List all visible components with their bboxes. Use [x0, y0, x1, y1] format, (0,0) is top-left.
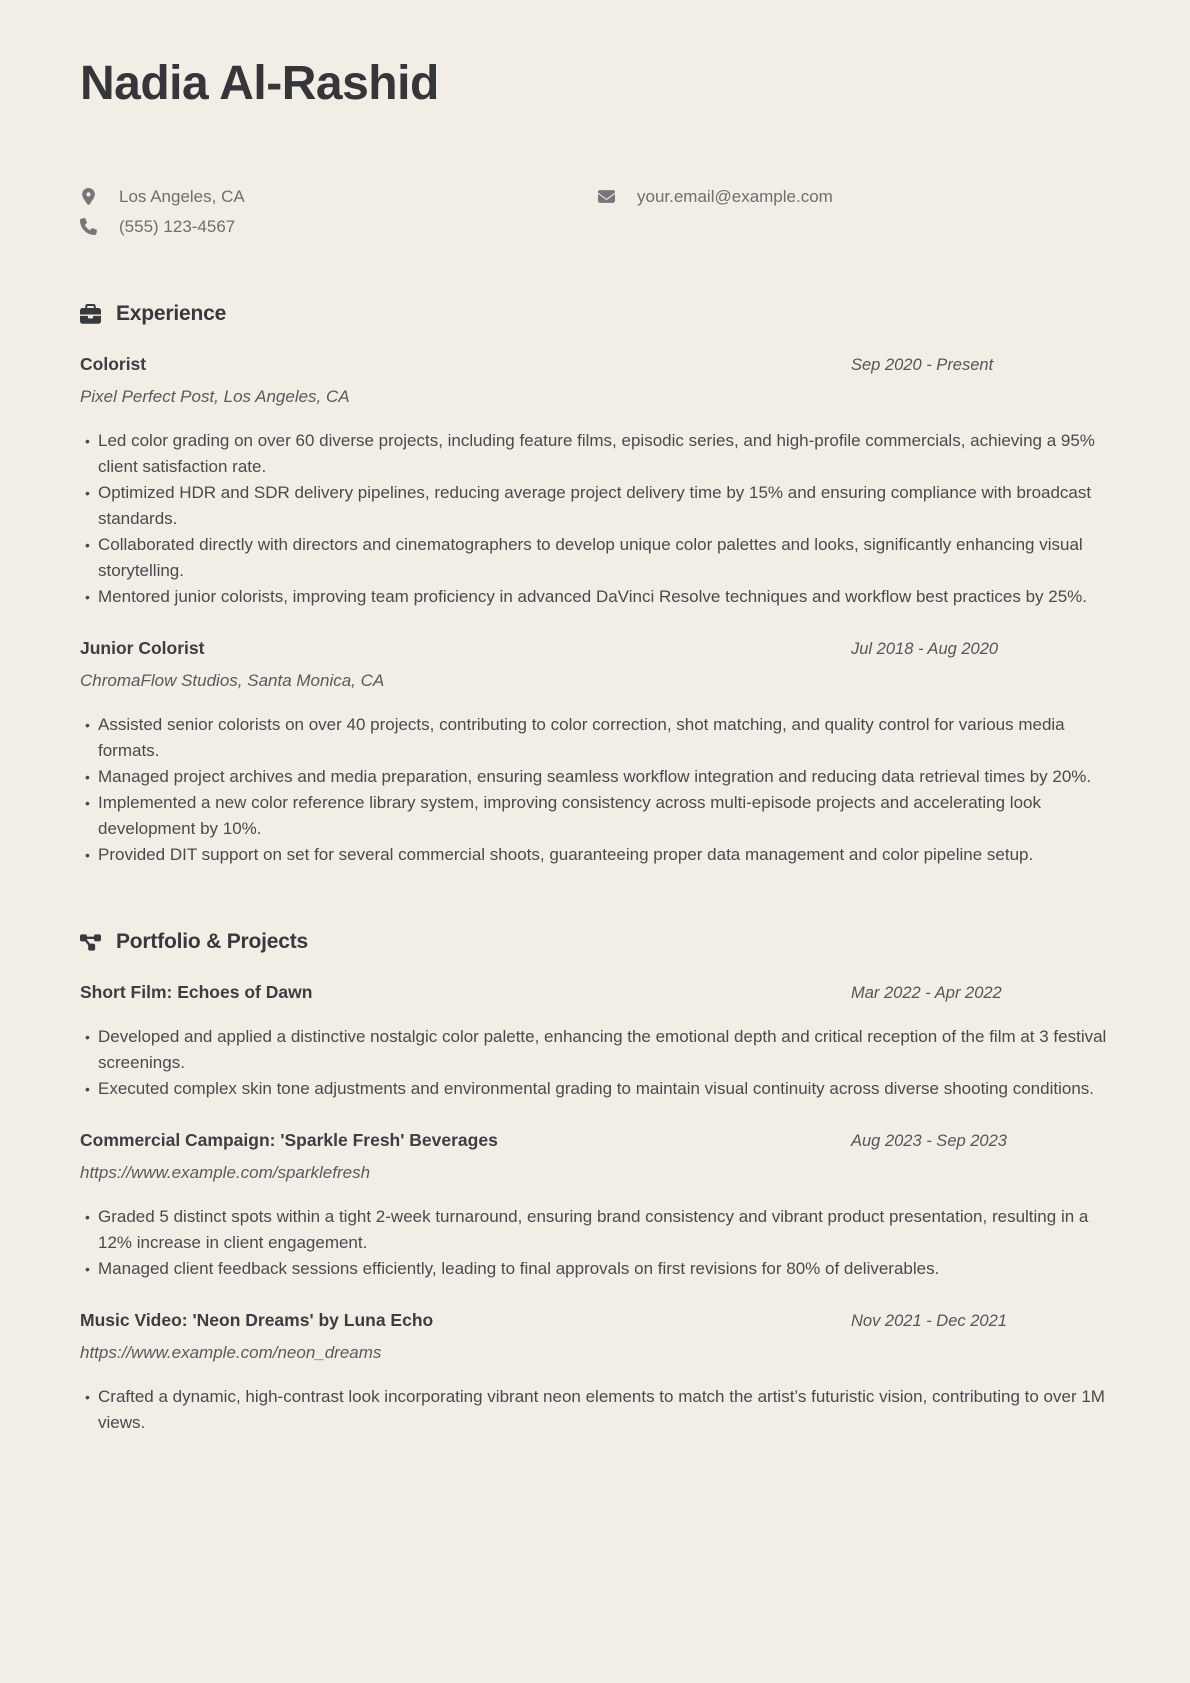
- project-entry: [80, 1308, 1110, 1436]
- bullet-item: • Graded 5 distinct spots within a tight 2-week turnaround, ensuring brand consistency and vibrant product presentation, resulting in a 12% increase in client engagement.: [80, 1204, 1110, 1256]
- bullet-item: • Implemented a new color reference library system, improving consistency across multi-episode projects and accelerating look development by 10%.: [80, 790, 1110, 842]
- job-title: Junior Colorist: [80, 638, 205, 659]
- contact-info: [80, 185, 1110, 238]
- entry-head: [80, 1128, 1110, 1153]
- bullet-list: [80, 1384, 1110, 1436]
- job-company: ChromaFlow Studios, Santa Monica, CA: [80, 671, 385, 691]
- bullet-item: • Provided DIT support on set for several commercial shoots, guaranteeing proper data management and color pipeline setup.: [80, 842, 1110, 868]
- contact-phone-text: (555) 123-4567: [119, 217, 236, 237]
- bullet-item: • Managed project archives and media preparation, ensuring seamless workflow integration and reducing data retrieval times by 20%.: [80, 764, 1110, 790]
- experience-entry: [80, 352, 1110, 610]
- briefcase-icon: [80, 304, 101, 325]
- project-date: Mar 2022 - Apr 2022: [851, 984, 1002, 1003]
- bullet-item: • Crafted a dynamic, high-contrast look incorporating vibrant neon elements to match the artist’s futuristic vision, contributing to over 1M views.: [80, 1384, 1110, 1436]
- bullet-item: • Mentored junior colorists, improving team proficiency in advanced DaVinci Resolve techniques and workflow best practices by 25%.: [80, 584, 1110, 610]
- entry-head: [80, 980, 1110, 1005]
- job-date: Sep 2020 - Present: [851, 356, 994, 375]
- contact-email-text: your.email@example.com: [637, 187, 833, 207]
- bullet-item: • Developed and applied a distinctive nostalgic color palette, enhancing the emotional depth and critical reception of the film at 3 festival screenings.: [80, 1024, 1110, 1076]
- project-entry: [80, 1128, 1110, 1282]
- entry-head: [80, 352, 1110, 377]
- envelope-icon: [598, 188, 615, 205]
- project-date: Nov 2021 - Dec 2021: [851, 1312, 1007, 1331]
- section-experience-title: Experience: [116, 302, 227, 326]
- entry-head: [80, 636, 1110, 661]
- section-projects-title: Portfolio & Projects: [116, 930, 309, 954]
- project-entry: [80, 980, 1110, 1102]
- bullet-item: • Optimized HDR and SDR delivery pipelines, reducing average project delivery time by 15% and ensuring compliance with broadcast standards.: [80, 480, 1110, 532]
- bullet-item: • Collaborated directly with directors and cinematographers to develop unique color palettes and looks, significantly enhancing visual storytelling.: [80, 532, 1110, 584]
- section-experience: [80, 302, 1110, 868]
- project-url: https://www.example.com/sparklefresh: [80, 1163, 371, 1183]
- entry-head: [80, 1308, 1110, 1333]
- contact-phone: [80, 215, 598, 238]
- project-title: Short Film: Echoes of Dawn: [80, 982, 313, 1003]
- candidate-name: Nadia Al-Rashid: [80, 57, 439, 110]
- bullet-list: [80, 428, 1110, 610]
- project-title: Music Video: 'Neon Dreams' by Luna Echo: [80, 1310, 434, 1331]
- contact-location: [80, 185, 598, 208]
- contact-email: [598, 185, 1110, 208]
- bullet-item: • Executed complex skin tone adjustments and environmental grading to maintain visual continuity across diverse shooting conditions.: [80, 1076, 1110, 1102]
- job-date: Jul 2018 - Aug 2020: [851, 640, 999, 659]
- location-pin-icon: [80, 188, 97, 205]
- bullet-item: • Assisted senior colorists on over 40 projects, contributing to color correction, shot matching, and quality control for various media formats.: [80, 712, 1110, 764]
- bullet-item: • Led color grading on over 60 diverse projects, including feature films, episodic series, and high-profile commercials, achieving a 95% client satisfaction rate.: [80, 428, 1110, 480]
- bullet-item: • Managed client feedback sessions efficiently, leading to final approvals on first revisions for 80% of deliverables.: [80, 1256, 1110, 1282]
- phone-icon: [80, 218, 97, 235]
- experience-entry: [80, 636, 1110, 868]
- project-title: Commercial Campaign: 'Sparkle Fresh' Beverages: [80, 1130, 498, 1151]
- job-company: Pixel Perfect Post, Los Angeles, CA: [80, 387, 350, 407]
- bullet-list: [80, 1204, 1110, 1282]
- project-url: https://www.example.com/neon_dreams: [80, 1343, 382, 1363]
- bullet-list: [80, 1024, 1110, 1102]
- diagram-project-icon: [80, 932, 101, 953]
- contact-location-text: Los Angeles, CA: [119, 187, 245, 207]
- section-experience-header: [80, 302, 1110, 326]
- job-title: Colorist: [80, 354, 147, 375]
- bullet-list: [80, 712, 1110, 868]
- project-date: Aug 2023 - Sep 2023: [851, 1132, 1007, 1151]
- section-projects-header: [80, 930, 1110, 954]
- section-projects: [80, 930, 1110, 1436]
